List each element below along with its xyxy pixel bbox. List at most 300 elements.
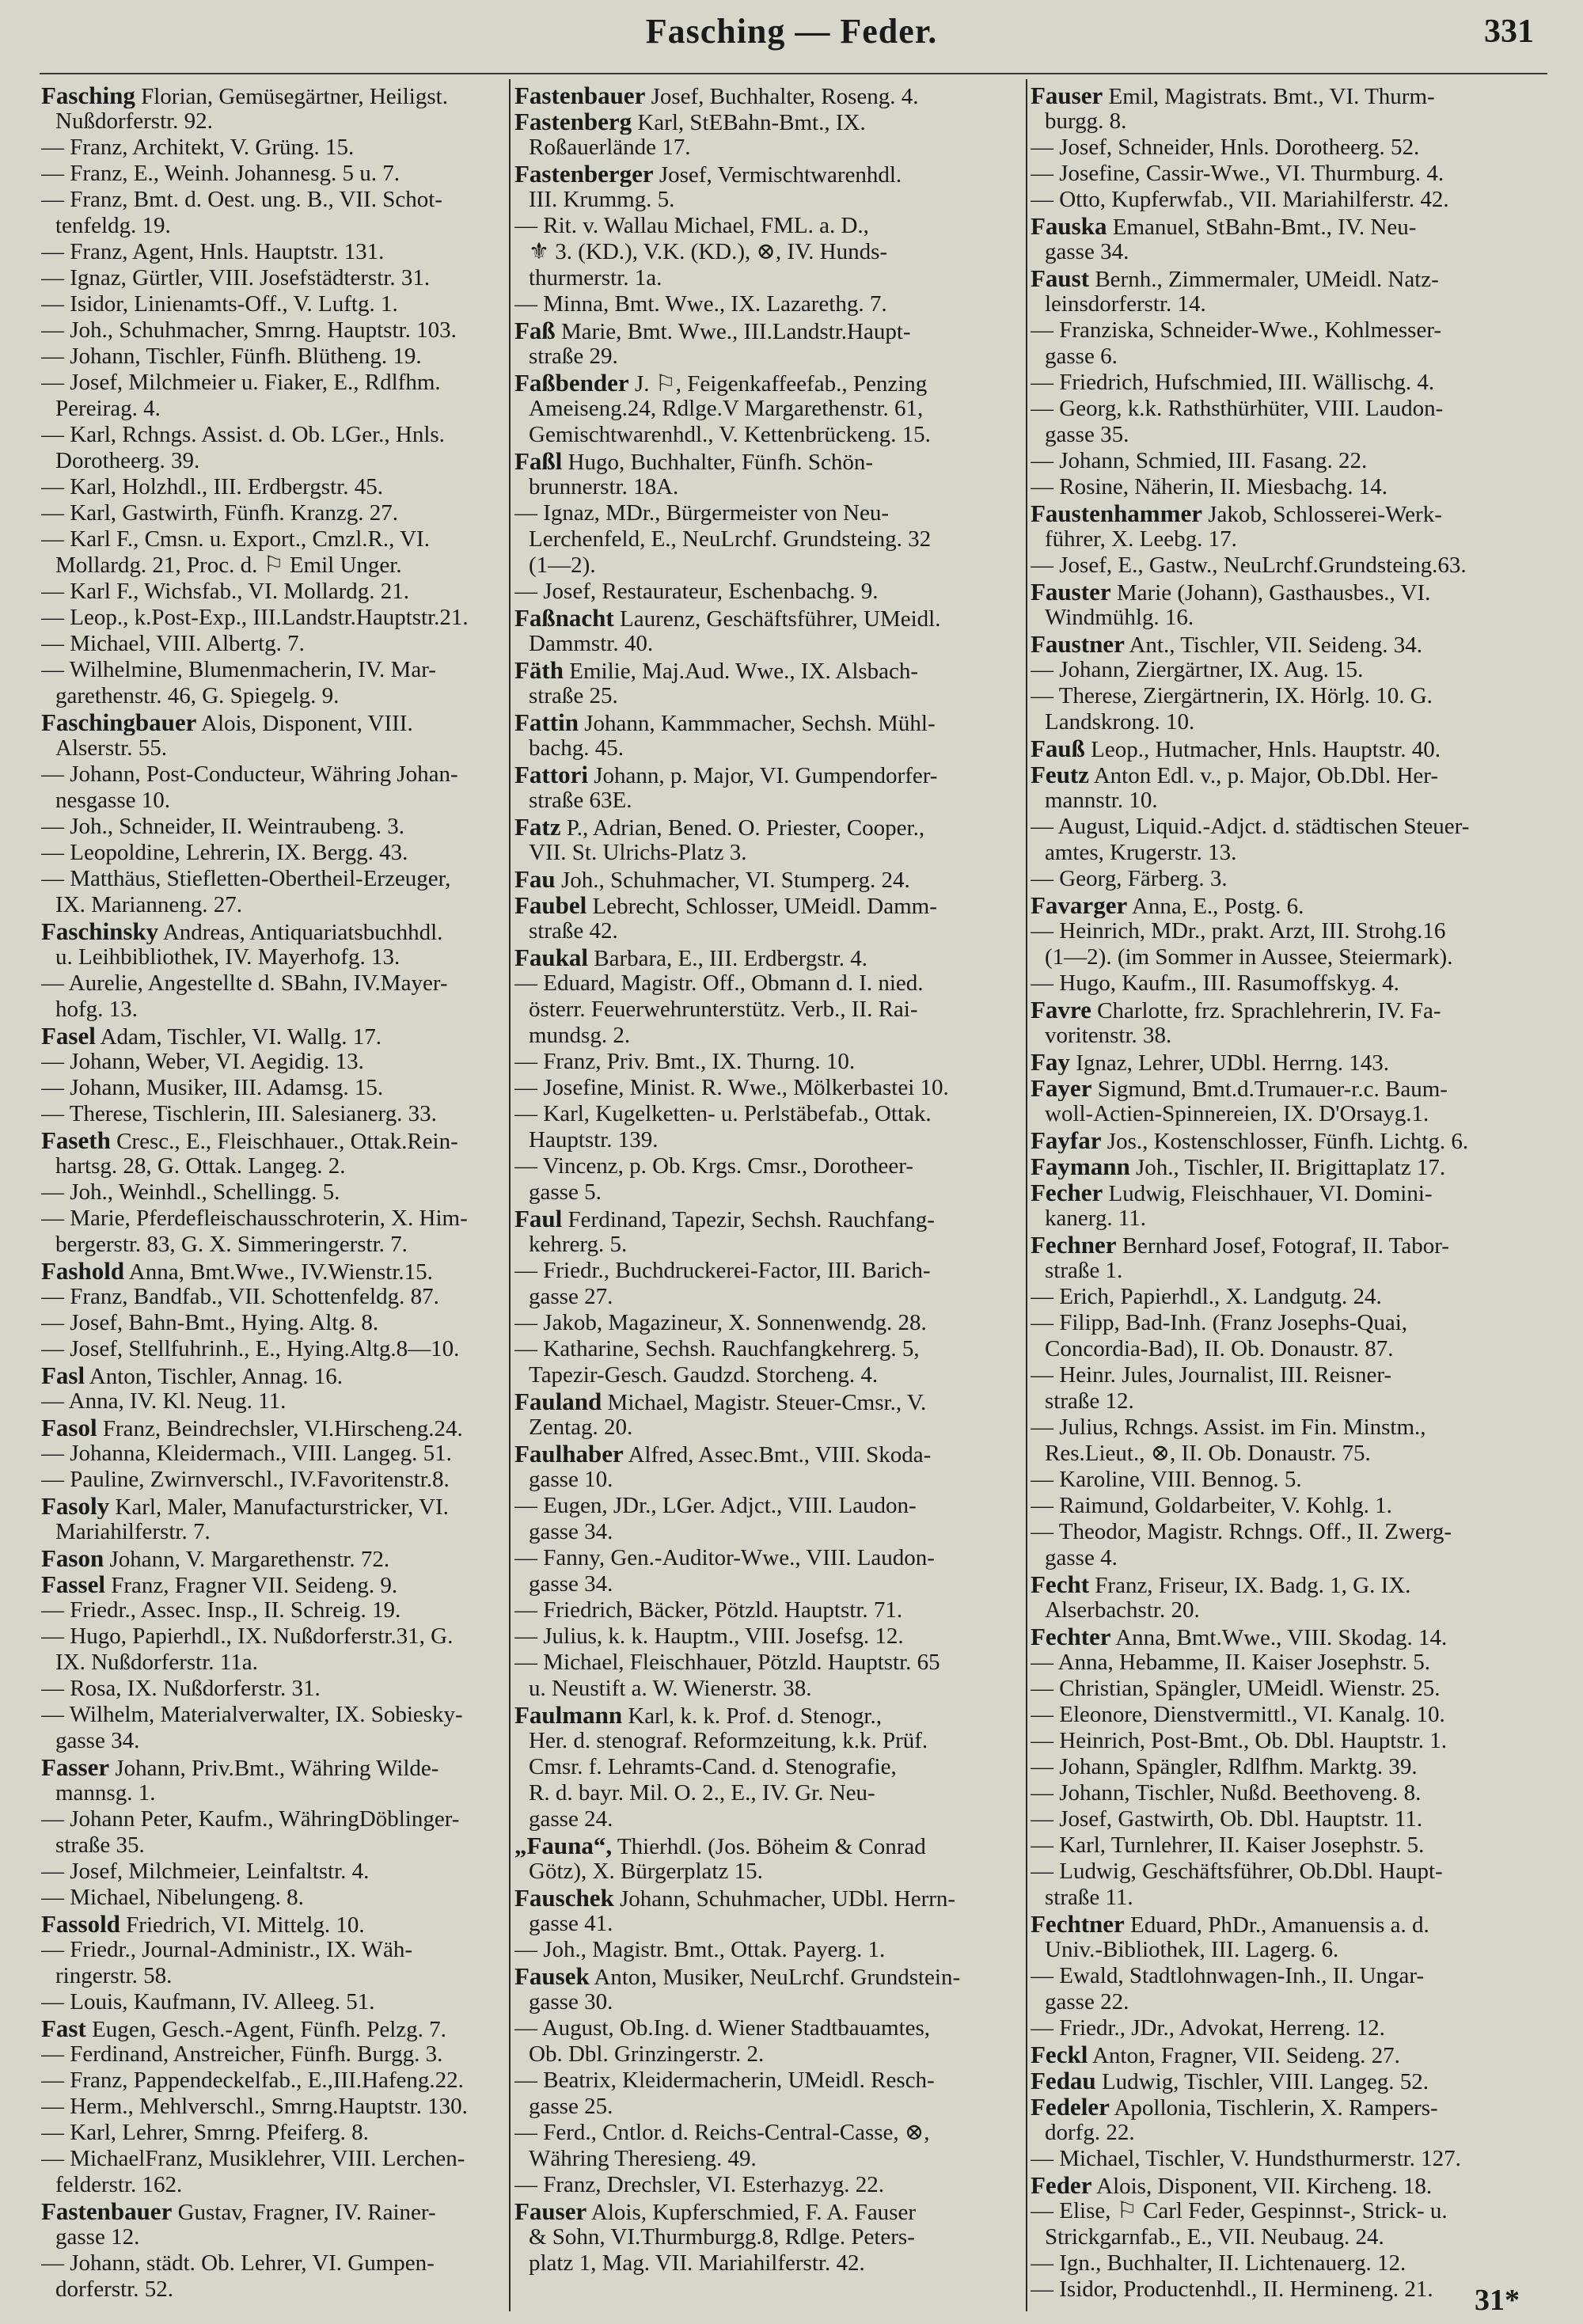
directory-entry-head: [41, 1023, 505, 1049]
entry-details: Eduard, PhDr., Amanuensis a. d.: [1130, 1912, 1429, 1937]
entry-details: Adam, Tischler, VI. Wallg. 17.: [100, 1024, 382, 1049]
entry-details: Laurenz, Geschäftsführer, UMeidl.: [620, 606, 941, 631]
directory-entry-line: Alserbachstr. 20.: [1045, 1597, 1200, 1623]
directory-entry-line: Götz), X. Bürgerplatz 15.: [529, 1859, 763, 1884]
directory-entry-line: straße 35.: [55, 1832, 145, 1858]
entry-details: Andreas, Antiquariatsbuchhdl.: [162, 920, 443, 944]
directory-entry-line: Roßauerlände 17.: [529, 135, 691, 160]
directory-entry-head: [1031, 579, 1547, 605]
directory-entry-head: [41, 1754, 505, 1780]
entry-surname: Fast: [41, 2015, 86, 2041]
entry-details: Johann, V. Margarethenstr. 72.: [109, 1547, 390, 1571]
directory-entry-line: — Franz, Architekt, V. Grüng. 15.: [41, 135, 355, 160]
directory-entry-line: — Johann, Tischler, Fünfh. Blütheng. 19.: [41, 344, 422, 369]
entry-surname: Fauland: [514, 1388, 602, 1415]
directory-entry-line: R. d. bayr. Mil. O. 2., E., IV. Gr. Neu-: [529, 1780, 875, 1806]
directory-entry-head: [514, 1206, 1021, 1232]
directory-entry-line: — Otto, Kupferwfab., VII. Mariahilferstr. 42.: [1031, 187, 1449, 212]
entry-surname: Fauschek: [514, 1885, 614, 1911]
directory-entry-line: kehrerg. 5.: [529, 1232, 628, 1257]
directory-entry-line: gasse 27.: [529, 1284, 613, 1309]
directory-entry-line: — Johann, Spängler, Rdlfhm. Marktg. 39.: [1031, 1754, 1418, 1779]
entry-surname: Fäth: [514, 657, 564, 683]
entry-details: Jos., Kostenschlosser, Fünfh. Lichtg. 6.: [1107, 1129, 1469, 1153]
directory-entry-line: — Johann, Weber, VI. Aegidig. 13.: [41, 1049, 364, 1074]
directory-entry-head: [41, 1571, 505, 1597]
directory-entry-line: — Karl, Holzhdl., III. Erdbergstr. 45.: [41, 474, 383, 499]
directory-entry-head: [1031, 761, 1547, 788]
entry-surname: Faubel: [514, 892, 587, 918]
directory-entry-line: — Josef, E., Gastw., NeuLrchf.Grundsteing.63.: [1031, 553, 1467, 578]
directory-entry-line: — Eugen, JDr., LGer. Adjct., VIII. Laudon-: [514, 1493, 917, 1518]
directory-entry-head: [41, 1911, 505, 1937]
directory-entry-head: [514, 448, 1021, 474]
directory-entry-line: — Erich, Papierhdl., X. Landgutg. 24.: [1031, 1284, 1382, 1309]
directory-entry-line: Gemischtwarenhdl., V. Kettenbrückeng. 15.: [529, 422, 931, 447]
directory-entry-line: — Christian, Spängler, UMeidl. Wienstr. 25.: [1031, 1676, 1441, 1701]
entry-details: Johann, p. Major, VI. Gumpendorfer-: [594, 763, 938, 788]
directory-entry-head: [1031, 82, 1547, 108]
entry-surname: Fashold: [41, 1258, 125, 1284]
directory-entry-line: Zentag. 20.: [529, 1415, 633, 1440]
entry-details: Josef, Buchhalter, Roseng. 4.: [651, 84, 919, 108]
entry-surname: Fechter: [1031, 1623, 1111, 1650]
directory-entry-head: [1031, 1911, 1547, 1937]
entry-details: Alois, Disponent, VIII.: [201, 711, 413, 735]
directory-entry-line: — Josef, Gastwirth, Ob. Dbl. Hauptstr. 11.: [1031, 1806, 1423, 1832]
directory-entry-head: [1031, 1571, 1547, 1597]
directory-entry-line: straße 1.: [1045, 1258, 1123, 1283]
directory-entry-line: — Josef, Schneider, Hnls. Dorotheerg. 52.: [1031, 135, 1420, 160]
entry-surname: Fassel: [41, 1571, 105, 1597]
directory-entry-line: mannsg. 1.: [55, 1780, 156, 1806]
directory-entry-head: [41, 709, 505, 735]
directory-entry-line: — Louis, Kaufmann, IV. Alleeg. 51.: [41, 1989, 375, 2015]
entry-details: Hugo, Buchhalter, Fünfh. Schön-: [568, 450, 874, 474]
entry-details: Anna, E., Postg. 6.: [1131, 894, 1304, 918]
directory-entry-line: — Beatrix, Kleidermacherin, UMeidl. Resch-: [514, 2068, 935, 2093]
directory-entry-line: — Georg, Färberg. 3.: [1031, 866, 1228, 891]
directory-entry-line: gasse 34.: [55, 1728, 140, 1753]
directory-entry-line: — Marie, Pferdefleischausschroterin, X. Him-: [41, 1206, 468, 1231]
entry-details: Josef, Vermischtwarenhdl.: [659, 162, 902, 187]
directory-entry-line: — Rit. v. Wallau Michael, FML. a. D.,: [514, 213, 869, 238]
entry-details: Leop., Hutmacher, Hnls. Hauptstr. 40.: [1091, 737, 1441, 761]
directory-entry-head: [1031, 2172, 1547, 2198]
directory-entry-line: — Friedr., Buchdruckerei-Factor, III. Barich-: [514, 1258, 931, 1283]
entry-surname: Fecher: [1031, 1179, 1103, 1206]
entry-details: Anna, Bmt.Wwe., IV.Wienstr.15.: [128, 1259, 433, 1284]
directory-entry-line: — MichaelFranz, Musiklehrer, VIII. Lerchen-: [41, 2146, 465, 2171]
directory-entry-line: — Friedr., JDr., Advokat, Herreng. 12.: [1031, 2015, 1385, 2041]
entry-surname: Fastenbauer: [41, 2198, 173, 2224]
entry-details: Anna, Bmt.Wwe., VIII. Skodag. 14.: [1115, 1625, 1448, 1650]
directory-entry-line: burgg. 8.: [1045, 108, 1127, 134]
directory-entry-line: — Ignaz, MDr., Bürgermeister von Neu-: [514, 500, 890, 526]
directory-entry-line: — Matthäus, Stiefletten-Obertheil-Erzeuger,: [41, 866, 451, 891]
directory-entry-line: — Anna, IV. Kl. Neug. 11.: [41, 1388, 287, 1414]
entry-details: Joh., Schuhmacher, VI. Stumperg. 24.: [560, 868, 910, 892]
entry-details: Franz, Fragner VII. Seideng. 9.: [111, 1573, 398, 1597]
entry-surname: Favre: [1031, 997, 1091, 1023]
directory-entry-line: — Heinrich, MDr., prakt. Arzt, III. Strohg.16: [1031, 918, 1446, 944]
entry-details: Ludwig, Tischler, VIII. Langeg. 52.: [1101, 2069, 1429, 2094]
entry-surname: Fedeler: [1031, 2094, 1110, 2120]
directory-entry-head: [1031, 1623, 1547, 1650]
directory-entry-line: straße 63E.: [529, 788, 632, 813]
directory-entry-line: — Isidor, Linienamts-Off., V. Luftg. 1.: [41, 291, 398, 317]
directory-entry-head: [514, 761, 1021, 788]
directory-entry-line: — Karl, Lehrer, Smrng. Pfeiferg. 8.: [41, 2120, 369, 2145]
entry-surname: Faustner: [1031, 631, 1125, 657]
directory-entry-line: — Eleonore, Dienstvermittl., VI. Kanalg. 10.: [1031, 1702, 1445, 1727]
directory-entry-line: — Minna, Bmt. Wwe., IX. Lazarethg. 7.: [514, 291, 887, 317]
directory-entry-line: — Aurelie, Angestellte d. SBahn, IV.Mayer-: [41, 970, 448, 996]
directory-entry-line: — Josef, Stellfuhrinh., E., Hying.Altg.8—10.: [41, 1336, 460, 1361]
entry-surname: Feckl: [1031, 2041, 1088, 2068]
directory-entry-line: gasse 34.: [529, 1571, 613, 1597]
entry-surname: Faschingbauer: [41, 709, 197, 735]
directory-entry-line: brunnerstr. 18A.: [529, 474, 679, 499]
directory-entry-line: — Wilhelm, Materialverwalter, IX. Sobiesky-: [41, 1702, 463, 1727]
entry-surname: Faß: [514, 317, 556, 344]
directory-entry-line: — Pauline, Zwirnverschl., IV.Favoritenstr.8.: [41, 1467, 450, 1492]
directory-entry-line: Concordia-Bad), II. Ob. Donaustr. 87.: [1045, 1336, 1394, 1361]
entry-surname: Feutz: [1031, 761, 1090, 788]
directory-entry-line: Hauptstr. 139.: [529, 1127, 659, 1153]
entry-surname: Fecht: [1031, 1571, 1090, 1597]
page-number: 331: [1484, 13, 1534, 50]
directory-entry-line: VII. St. Ulrichs-Platz 3.: [529, 840, 747, 865]
directory-entry-line: — Isidor, Productenhdl., II. Hermineng. 21.: [1031, 2277, 1433, 2302]
directory-entry-line: — Therese, Tischlerin, III. Salesianerg. 33.: [41, 1101, 437, 1126]
directory-entry-line: — Heinr. Jules, Journalist, III. Reisner-: [1031, 1362, 1392, 1388]
directory-entry-line: — Filipp, Bad-Inh. (Franz Josephs-Quai,: [1031, 1310, 1408, 1335]
directory-entry-line: — Franz, Priv. Bmt., IX. Thurng. 10.: [514, 1049, 856, 1074]
directory-entry-line: kanerg. 11.: [1045, 1206, 1147, 1231]
entry-details: Florian, Gemüsegärtner, Heiligst.: [141, 84, 448, 108]
directory-entry-line: — August, Liquid.-Adjct. d. städtischen Steuer-: [1031, 814, 1470, 839]
directory-entry-line: — Karl, Gastwirth, Fünfh. Kranzg. 27.: [41, 500, 399, 526]
directory-entry-head: [514, 944, 1021, 970]
directory-entry-head: [41, 1415, 505, 1441]
entry-details: Apollonia, Tischlerin, X. Rampers-: [1114, 2095, 1438, 2120]
entry-surname: Faseth: [41, 1127, 111, 1153]
entry-surname: Faust: [1031, 265, 1090, 291]
directory-entry-head: [1031, 1179, 1547, 1206]
entry-details: Michael, Magistr. Steuer-Cmsr., V.: [607, 1390, 927, 1415]
directory-entry-line: — Jakob, Magazineur, X. Sonnenwendg. 28.: [514, 1310, 927, 1335]
entry-details: Bernhard Josef, Fotograf, II. Tabor-: [1122, 1233, 1449, 1258]
directory-entry-line: — Johann, städt. Ob. Lehrer, VI. Gumpen-: [41, 2250, 435, 2276]
entry-surname: Fauser: [1031, 82, 1103, 108]
entry-details: Charlotte, frz. Sprachlehrerin, IV. Fa-: [1097, 998, 1441, 1023]
directory-entry-line: — Joh., Weinhdl., Schellingg. 5.: [41, 1179, 340, 1205]
entry-surname: Fechtner: [1031, 1911, 1125, 1937]
column-divider: [1026, 79, 1027, 2311]
directory-entry-head: [41, 918, 505, 944]
directory-entry-line: Lerchenfeld, E., NeuLrchf. Grundsteing. 32: [529, 526, 932, 552]
entry-surname: Fausek: [514, 1963, 590, 1989]
directory-entry-line: gasse 6.: [1045, 344, 1118, 369]
directory-entry-line: — Franz, Pappendeckelfab., E.,III.Hafeng.22.: [41, 2068, 464, 2093]
directory-entry-line: — Josef, Milchmeier, Leinfaltstr. 4.: [41, 1859, 370, 1884]
directory-entry-line: — Joh., Magistr. Bmt., Ottak. Payerg. 1.: [514, 1937, 886, 1962]
directory-entry-head: [1031, 1049, 1547, 1075]
entry-details: Karl, k. k. Prof. d. Stenogr.,: [628, 1703, 882, 1728]
entry-details: Emilie, Maj.Aud. Wwe., IX. Alsbach-: [569, 659, 919, 683]
directory-entry-line: gasse 10.: [529, 1467, 613, 1492]
entry-surname: Fasl: [41, 1362, 85, 1388]
directory-entry-line: dorferstr. 52.: [55, 2277, 173, 2302]
entry-details: Jakob, Schlosserei-Werk-: [1208, 502, 1442, 526]
directory-entry-line: ringerstr. 58.: [55, 1963, 173, 1988]
directory-entry-line: — Karl F., Cmsn. u. Export., Cmzl.R., VI.: [41, 526, 430, 552]
directory-entry-line: gasse 4.: [1045, 1545, 1118, 1570]
directory-entry-head: [41, 2015, 505, 2041]
directory-entry-line: — Franz, Bmt. d. Oest. ung. B., VII. Schot-: [41, 187, 442, 212]
directory-entry-line: — Ludwig, Geschäftsführer, Ob.Dbl. Haupt-: [1031, 1859, 1443, 1884]
entry-surname: Faulhaber: [514, 1441, 624, 1467]
directory-entry-line: — Ign., Buchhalter, II. Lichtenauerg. 12.: [1031, 2250, 1406, 2276]
directory-entry-line: — Herm., Mehlverschl., Smrng.Hauptstr. 130.: [41, 2094, 468, 2119]
directory-entry-line: Univ.-Bibliothek, III. Lagerg. 6.: [1045, 1937, 1339, 1962]
entry-surname: „Fauna“,: [514, 1832, 613, 1859]
entry-surname: Fattin: [514, 709, 579, 735]
directory-entry-line: — Joh., Schuhmacher, Smrng. Hauptstr. 103.: [41, 317, 457, 343]
directory-entry-line: straße 11.: [1045, 1885, 1133, 1910]
directory-entry-line: hartsg. 28, G. Ottak. Langeg. 2.: [55, 1153, 346, 1179]
directory-entry-line: hofg. 13.: [55, 997, 138, 1022]
entry-details: Gustav, Fragner, IV. Rainer-: [177, 2200, 436, 2224]
directory-entry-line: — Theodor, Magistr. Rchngs. Off., II. Zwerg-: [1031, 1519, 1452, 1544]
directory-entry-head: [514, 1832, 1021, 1859]
directory-entry-line: straße 42.: [529, 918, 618, 944]
directory-entry-head: [41, 1545, 505, 1571]
directory-entry-head: [514, 1702, 1021, 1728]
entry-surname: Fastenbauer: [514, 82, 646, 108]
directory-entry-line: gasse 41.: [529, 1911, 613, 1936]
directory-entry-line: mundsg. 2.: [529, 1023, 631, 1048]
entry-surname: Faschinsky: [41, 918, 159, 944]
entry-surname: Fasching: [41, 82, 135, 108]
directory-entry-line: woll-Actien-Spinnereien, IX. D'Orsayg.1.: [1045, 1101, 1429, 1126]
directory-entry-line: — Johann, Tischler, Nußd. Beethoveng. 8.: [1031, 1780, 1422, 1806]
directory-entry-head: [514, 814, 1021, 840]
entry-details: Alois, Disponent, VII. Kircheng. 18.: [1096, 2174, 1433, 2198]
directory-entry-line: voritenstr. 38.: [1045, 1023, 1172, 1048]
directory-entry-line: Landskrong. 10.: [1045, 709, 1195, 735]
entry-surname: Fasoly: [41, 1493, 110, 1519]
directory-entry-line: — Hugo, Papierhdl., IX. Nußdorferstr.31, G.: [41, 1623, 454, 1649]
directory-entry-head: [514, 161, 1021, 187]
directory-entry-line: u. Leihbibliothek, IV. Mayerhofg. 13.: [55, 944, 400, 970]
directory-entry-line: — Michael, Fleischhauer, Pötzld. Hauptstr. 65: [514, 1650, 940, 1675]
entry-surname: Faßnacht: [514, 605, 614, 631]
directory-entry-line: — Wilhelmine, Blumenmacherin, IV. Mar-: [41, 657, 436, 682]
directory-entry-line: tenfeldg. 19.: [55, 213, 171, 238]
directory-entry-head: [514, 370, 1021, 396]
directory-entry-line: — Johann, Schmied, III. Fasang. 22.: [1031, 448, 1368, 473]
directory-entry-line: Dammstr. 40.: [529, 631, 654, 656]
entry-surname: Faustenhammer: [1031, 500, 1202, 526]
directory-entry-head: [1031, 2068, 1547, 2094]
entry-details: Johann, Schuhmacher, UDbl. Herrn-: [620, 1886, 956, 1911]
directory-entry-line: — Raimund, Goldarbeiter, V. Kohlg. 1.: [1031, 1493, 1392, 1518]
entry-details: Franz, Beindrechsler, VI.Hirscheng.24.: [102, 1416, 463, 1441]
entry-details: Alfred, Assec.Bmt., VIII. Skoda-: [628, 1442, 932, 1467]
directory-entry-line: gasse 34.: [1045, 239, 1129, 264]
directory-entry-line: — Michael, Tischler, V. Hundsthurmerstr. 127.: [1031, 2146, 1461, 2171]
entry-details: Karl, Maler, Manufacturstricker, VI.: [115, 1494, 449, 1519]
entry-surname: Fayfar: [1031, 1127, 1102, 1153]
entry-surname: Fasser: [41, 1754, 110, 1780]
directory-entry-head: [1031, 1075, 1547, 1101]
directory-entry-head: [1031, 997, 1547, 1023]
entry-surname: Fastenberg: [514, 108, 632, 135]
directory-entry-line: — Franziska, Schneider-Wwe., Kohlmesser-: [1031, 317, 1442, 343]
directory-entry-head: [514, 2198, 1021, 2224]
directory-entry-line: Ob. Dbl. Grinzingerstr. 2.: [529, 2041, 765, 2067]
directory-entry-line: gasse 34.: [529, 1519, 613, 1544]
entry-details: Thierhdl. (Jos. Böheim & Conrad: [617, 1834, 926, 1859]
directory-entry-line: Res.Lieut., ⊗, II. Ob. Donaustr. 75.: [1045, 1441, 1371, 1466]
directory-entry-line: — Franz, Bandfab., VII. Schottenfeldg. 87.: [41, 1284, 439, 1309]
directory-entry-line: Tapezir-Gesch. Gaudzd. Storcheng. 4.: [529, 1362, 879, 1388]
entry-details: P., Adrian, Bened. O. Priester, Cooper.,: [566, 815, 925, 840]
directory-entry-line: — Leopoldine, Lehrerin, IX. Bergg. 43.: [41, 840, 408, 865]
entry-details: Lebrecht, Schlosser, UMeidl. Damm-: [592, 894, 937, 918]
entry-surname: Fauska: [1031, 213, 1107, 239]
directory-entry-line: Mariahilferstr. 7.: [55, 1519, 211, 1544]
directory-entry-line: — Josef, Milchmeier u. Fiaker, E., Rdlfhm.: [41, 370, 441, 395]
directory-entry-line: III. Krummg. 5.: [529, 187, 675, 212]
entry-surname: Fatz: [514, 814, 561, 840]
entry-surname: Feder: [1031, 2172, 1092, 2198]
entry-surname: Faymann: [1031, 1153, 1130, 1179]
directory-entry-line: — Fanny, Gen.-Auditor-Wwe., VIII. Laudon-: [514, 1545, 935, 1570]
directory-entry-line: IX. Marianneng. 27.: [55, 892, 242, 917]
directory-entry-line: — Karl, Kugelketten- u. Perlstäbefab., Ottak.: [514, 1101, 932, 1126]
directory-entry-line: leinsdorferstr. 14.: [1045, 291, 1206, 317]
directory-entry-line: Strickgarnfab., E., VII. Neubaug. 24.: [1045, 2224, 1384, 2250]
entry-surname: Faulmann: [514, 1702, 623, 1728]
directory-entry-head: [1031, 500, 1547, 526]
entry-surname: Faukal: [514, 944, 589, 970]
directory-entry-line: gasse 25.: [529, 2094, 613, 2119]
directory-entry-head: [41, 1493, 505, 1519]
directory-entry-line: — Ewald, Stadtlohnwagen-Inh., II. Ungar-: [1031, 1963, 1425, 1988]
entry-surname: Faul: [514, 1206, 563, 1232]
directory-entry-head: [1031, 2041, 1547, 2068]
entry-surname: Fauster: [1031, 579, 1111, 605]
directory-entry-line: — Ferd., Cntlor. d. Reichs-Central-Casse, ⊗,: [514, 2120, 930, 2145]
directory-entry-line: u. Neustift a. W. Wienerstr. 38.: [529, 1676, 812, 1701]
directory-entry-head: [514, 1388, 1021, 1415]
directory-entry-line: Ameiseng.24, Rdlge.V Margarethenstr. 61,: [529, 396, 924, 421]
directory-entry-line: Her. d. stenograf. Reformzeitung, k.k. Prüf.: [529, 1728, 928, 1753]
entry-details: Anton Edl. v., p. Major, Ob.Dbl. Her-: [1093, 763, 1439, 788]
directory-entry-line: (1—2).: [529, 553, 596, 578]
directory-entry-line: — Friedrich, Hufschmied, III. Wällischg. 4.: [1031, 370, 1435, 395]
directory-entry-line: Alserstr. 55.: [55, 735, 167, 761]
entry-details: Sigmund, Bmt.d.Trumauer-r.c. Baum-: [1097, 1077, 1448, 1101]
directory-entry-line: garethenstr. 46, G. Spiegelg. 9.: [55, 683, 340, 708]
entry-surname: Fasel: [41, 1023, 96, 1049]
running-header-title: Fasching — Feder.: [645, 12, 938, 51]
directory-entry-line: gasse 35.: [1045, 422, 1129, 447]
directory-entry-head: [1031, 265, 1547, 291]
entry-details: Anton, Fragner, VII. Seideng. 27.: [1091, 2043, 1400, 2068]
directory-entry-line: — Georg, k.k. Rathsthürhüter, VIII. Laudon-: [1031, 396, 1444, 421]
directory-entry-line: — Friedr., Assec. Insp., II. Schreig. 19.: [41, 1597, 401, 1623]
entry-surname: Fay: [1031, 1049, 1070, 1075]
directory-entry-head: [1031, 2094, 1547, 2120]
entry-details: Eugen, Gesch.-Agent, Fünfh. Pelzg. 7.: [92, 2017, 446, 2041]
directory-entry-head: [514, 605, 1021, 631]
directory-entry-line: — Rosa, IX. Nußdorferstr. 31.: [41, 1676, 321, 1701]
directory-entry-line: — Anna, Hebamme, II. Kaiser Josephstr. 5.: [1031, 1650, 1430, 1675]
directory-entry-line: — Friedr., Journal-Administr., IX. Wäh-: [41, 1937, 413, 1962]
entry-surname: Fattori: [514, 761, 588, 788]
entry-surname: Fau: [514, 866, 556, 892]
directory-entry-line: österr. Feuerwehrunterstütz. Verb., II. Rai-: [529, 997, 918, 1022]
entry-surname: Fauser: [514, 2198, 587, 2224]
directory-entry-head: [41, 1362, 505, 1388]
directory-entry-line: bergerstr. 83, G. X. Simmeringerstr. 7.: [55, 1232, 408, 1257]
entry-details: Franz, Friseur, IX. Badg. 1, G. IX.: [1095, 1573, 1411, 1597]
directory-entry-line: — Julius, Rchngs. Assist. im Fin. Minstm.,: [1031, 1415, 1426, 1440]
directory-entry-line: gasse 5.: [529, 1179, 602, 1205]
directory-entry-line: — Josefine, Cassir-Wwe., VI. Thurmburg. 4.: [1031, 161, 1444, 186]
directory-entry-line: — Josef, Restaurateur, Eschenbachg. 9.: [514, 579, 879, 604]
directory-entry-line: — Johann, Ziergärtner, IX. Aug. 15.: [1031, 657, 1364, 682]
directory-entry-line: — Julius, k. k. Hauptm., VIII. Josefsg. 12.: [514, 1623, 904, 1649]
directory-entry-line: — Josefine, Minist. R. Wwe., Mölkerbastei 10.: [514, 1075, 949, 1100]
directory-entry-line: — August, Ob.Ing. d. Wiener Stadtbauamtes,: [514, 2015, 931, 2041]
entry-details: Anton, Tischler, Annag. 16.: [89, 1364, 344, 1388]
directory-entry-head: [41, 2198, 505, 2224]
entry-details: Anton, Musiker, NeuLrchf. Grundstein-: [594, 1965, 961, 1989]
directory-entry-line: Nußdorferstr. 92.: [55, 108, 213, 134]
directory-entry-head: [1031, 1232, 1547, 1258]
directory-entry-line: — Eduard, Magistr. Off., Obmann d. I. nied.: [514, 970, 924, 996]
directory-entry-line: gasse 30.: [529, 1989, 613, 2015]
directory-entry-line: — Heinrich, Post-Bmt., Ob. Dbl. Hauptstr. 1.: [1031, 1728, 1448, 1753]
entry-details: Emanuel, StBahn-Bmt., IV. Neu-: [1112, 215, 1417, 239]
directory-entry-line: & Sohn, VI.Thurmburgg.8, Rdlge. Peters-: [529, 2224, 915, 2250]
directory-entry-head: [514, 108, 1021, 135]
entry-surname: Fauß: [1031, 735, 1085, 761]
directory-entry-line: — Franz, E., Weinh. Johannesg. 5 u. 7.: [41, 161, 400, 186]
directory-entry-line: straße 25.: [529, 683, 618, 708]
header-rule: [40, 73, 1547, 74]
directory-entry-line: führer, X. Leebg. 17.: [1045, 526, 1237, 552]
directory-entry-head: [41, 1127, 505, 1153]
directory-entry-line: — Josef, Bahn-Bmt., Hying. Altg. 8.: [41, 1310, 379, 1335]
directory-entry-line: dorfg. 22.: [1045, 2120, 1135, 2145]
entry-surname: Fasol: [41, 1415, 97, 1441]
directory-entry-head: [514, 892, 1021, 918]
directory-entry-line: — Johanna, Kleidermach., VIII. Langeg. 51.: [41, 1441, 452, 1466]
directory-entry-line: — Hugo, Kaufm., III. Rasumoffskyg. 4.: [1031, 970, 1399, 996]
entry-details: Friedrich, VI. Mittelg. 10.: [126, 1912, 365, 1937]
entry-surname: Fayer: [1031, 1075, 1092, 1101]
directory-entry-head: [41, 1258, 505, 1284]
directory-entry-line: mannstr. 10.: [1045, 788, 1158, 813]
directory-entry-line: — Katharine, Sechsh. Rauchfangkehrerg. 5,: [514, 1336, 920, 1361]
directory-entry-line: — Michael, VIII. Albertg. 7.: [41, 631, 305, 656]
